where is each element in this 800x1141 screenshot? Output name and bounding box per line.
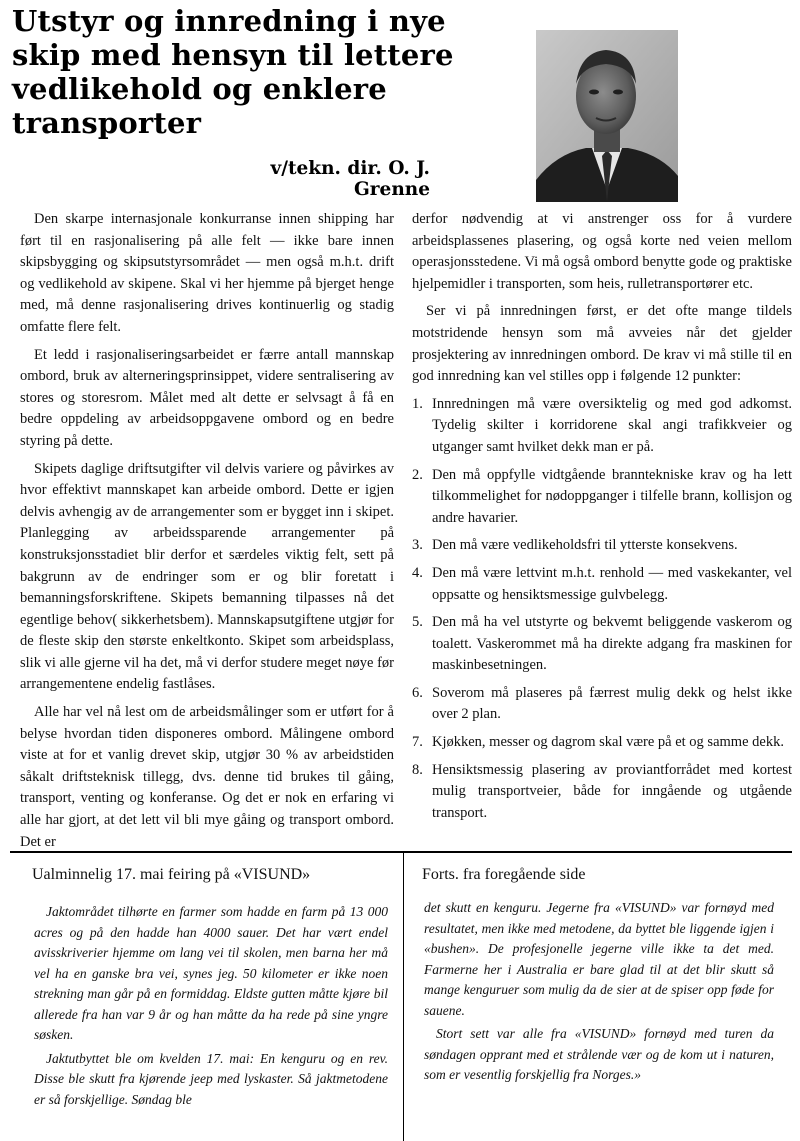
box-paragraph: Jaktområdet tilhørte en farmer som hadde en farm på 13 000 acres og på den hadde han 4000 sauer. Det har vært endel avisskriverier hjemme om lang vei til skolen, men barna her må vel ha en ganske bra vei, synes jeg. 50 kilometer er ikke noen strekning man går på en formiddag. Eldste gutten måtte kjøre bil allerede fra han var 9 år og han måtte da ha rede på sine yngre søsken. [34, 904, 388, 1042]
author-portrait [536, 30, 678, 202]
article-title: Utstyr og innredning i nye skip med hensyn til lettere vedlikehold og enklere transporter [12, 4, 454, 140]
list-item: 5. Den må ha vel utstyrte og bekvemt beliggende vaskerom og toalett. Vaskerommet må ha direkte adgang fra maskinen for maskinbesetningen. [412, 614, 792, 674]
list-item: 3. Den må være vedlikeholdsfri til ytterste konsekvens. [412, 537, 738, 554]
article-paragraph: Skipets daglige driftsutgifter vil delvis variere og påvirkes av hvor effektivt mannskapet kan arbeide ombord. Dette er igjen delvis avhengig av de arrangementer som er bygget inn i skipet. Planlegging av arbeidssparende arrangementer på konstruksjonsstadiet blir derfor et særdeles viktig felt, sett på bakgrunn av de endringer som er og blir foretatt i bemanningsforskriftene. Skipets bemanning tilpasses nå det egentlige behov( sikkerhetsbem). Mannskapsutgiftene utgjør for de fleste skip den største enkeltkonto. Skipet som arbeidsplass, slik vi alle gjerne vil ha det, må vi derfor studere meget nøye før arrangementene endelig fastlåses. [20, 460, 394, 693]
article-paragraph: Et ledd i rasjonaliseringsarbeidet er færre antall mannskap ombord, bruk av alterneringsprinsippet, videre sentralisering av stores og storesrom. Målet med alt dette er selvsagt å få en bedre oppdeling av arbeidsoppgavene ombord og en bedre styring på dette. [20, 346, 394, 449]
box-heading-right: Forts. fra foregående side [422, 866, 586, 883]
box-paragraph: det skutt en kenguru. Jegerne fra «VISUND» var fornøyd med resultatet, men ikke med metodene, da byttet ble liggende igjen i «bushen». De profesjonelle jegerne ville ikke ta det med. Farmerne her i Australia er bare glad til at det blir skutt så mange kenguruer som mulig da de sier at de spiser opp føde for sauene. [424, 900, 774, 1018]
box-column-left [34, 902, 388, 1113]
article-byline: v/tekn. dir. O. J. Grenne [270, 158, 430, 200]
article-column-left [20, 209, 394, 859]
article-paragraph: Ser vi på innredningen først, er det ofte mange tildels motstridende hensyn som må avveies når det gjelder prosjektering av innredningen ombord. De krav vi må stille til en god innredning kan vel stilles opp i følgende 12 punkter: [412, 303, 792, 385]
box-paragraph: Stort sett var alle fra «VISUND» fornøyd med turen da søndagen opprant med et strålende vær og de kom ut i naturen, som er vesentlig forskjellig fra Norges.» [424, 1026, 774, 1082]
article-paragraph: Den skarpe internasjonale konkurranse innen shipping har ført til en rasjonalisering på alle felt — ikke bare innen skipsbygging og skipsutstyrsområdet — men også m.h.t. drift og vedlikehold av skipene. Skal vi her hjemme på bjerget henge med, må denne rasjonalisering drives kontinuerlig og stadig omfatte flere felt. [20, 211, 394, 335]
requirements-list [412, 394, 792, 825]
box-column-right [424, 898, 774, 1089]
column-divider [403, 853, 404, 1141]
article-paragraph: Alle har vel nå lest om de arbeidsmålinger som er utført for å belyse hvordan tiden disponeres ombord. Målingene ombord viste at for et vanlig drevet skip, utgjør 30 % av arbeidstiden såkalt driftsteknisk tillegg, dvs. denne tid brukes til gåing, transport, venting og konferanse. Og det er nok en erfaring vi alle har gjort, at det lett vil bli mye gåing og transport ombord. Det er [20, 704, 394, 850]
section-divider [10, 851, 792, 853]
list-item: 1. Innredningen må være oversiktelig og med god adkomst. Tydelig skilter i korridorene skal angi trafikkveier og utganger samt hvilket dekk man er på. [412, 395, 792, 455]
list-item: 7. Kjøkken, messer og dagrom skal være på et og samme dekk. [412, 734, 784, 751]
article-paragraph: derfor nødvendig at vi anstrenger oss for å vurdere arbeidsplassenes plasering, og også korte ned veien mellom operasjonsstedene. Vi må også ombord benytte gode og praktiske hjelpemidler i transporten, som heis, rulletransportører etc. [412, 211, 792, 292]
box-heading-left: Ualminnelig 17. mai feiring på «VISUND» [32, 866, 311, 883]
list-item: 8. Hensiktsmessig plasering av proviantforrådet med kortest mulig transportveier, både for inngående og utgående transport. [412, 761, 792, 821]
list-item: 4. Den må være lettvint m.h.t. renhold — med vaskekanter, vel oppsatte og hensiktsmessige gulvbelegg. [412, 564, 792, 603]
list-item: 2. Den må oppfylle vidtgående branntekniske krav og ha lett tilkommelighet for nødoppganger i tilfelle brann, kollisjon og andre havarier. [412, 466, 792, 526]
list-item: 6. Soverom må plaseres på færrest mulig dekk og helst ikke over 2 plan. [412, 684, 792, 723]
article-column-right [412, 209, 792, 830]
box-paragraph: Jaktutbyttet ble om kvelden 17. mai: En kenguru og en rev. Disse ble skutt fra kjørende jeep med lyskaster. Så jaktmetodene er så forskjellige. Søndag ble [34, 1050, 388, 1107]
